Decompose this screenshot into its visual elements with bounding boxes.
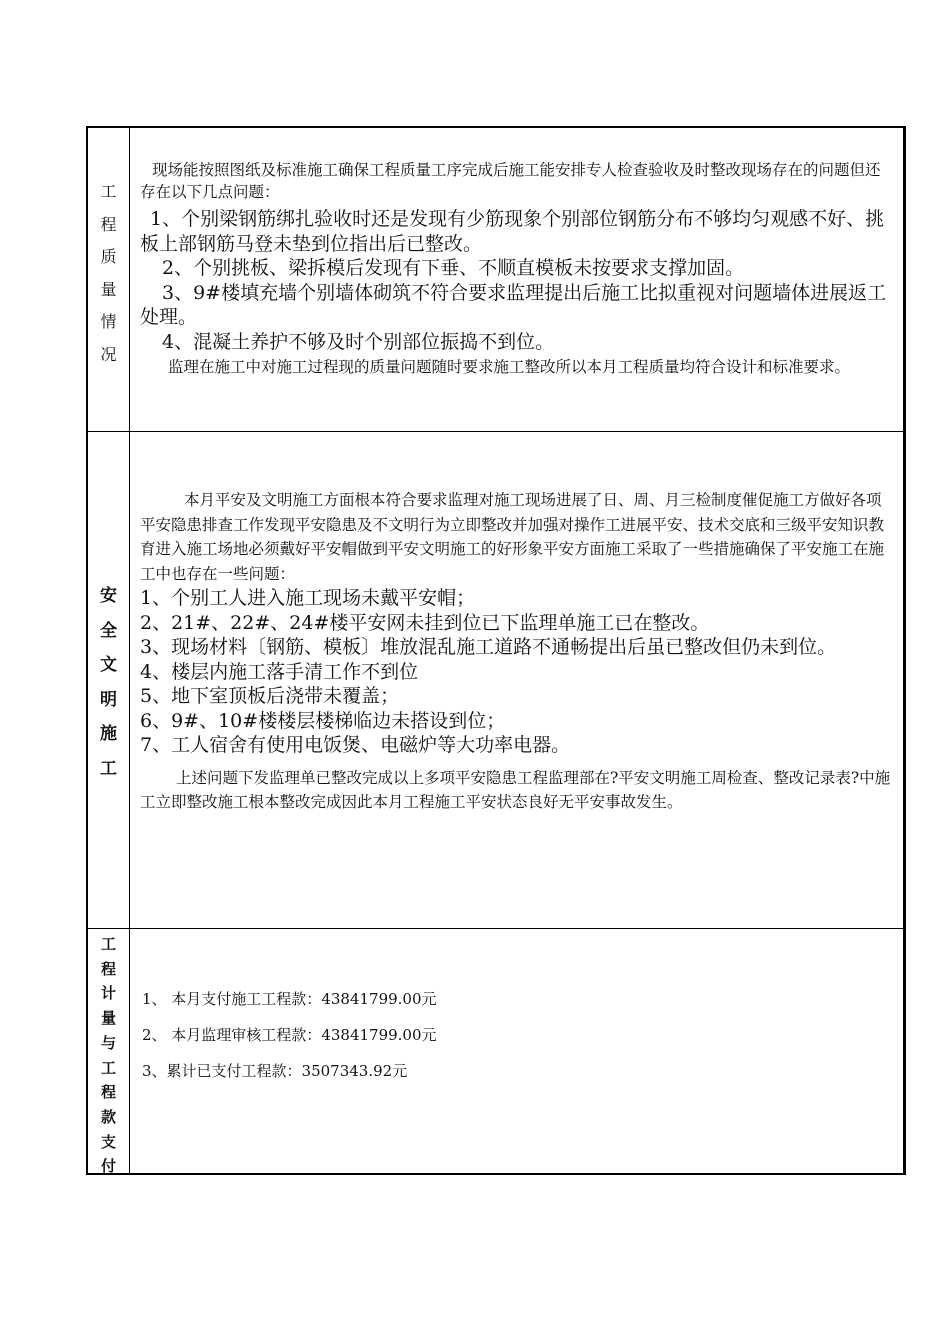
safety-item: 3、现场材料〔钢筋、模板〕堆放混乱施工道路不通畅提出后虽已整改但仍未到位。 xyxy=(140,636,837,658)
quality-label: 工 程 质 量 情 况 xyxy=(100,182,117,364)
safety-closing: 上述问题下发监理单已整改完成以上多项平安隐患工程监理部在?平安文明施工周检查、整改记录表?中施工立即整改施工根本整改完成因此本月工程施工平安状态良好无平安事故发生。 xyxy=(140,768,891,811)
payment-item: 3、累计已支付工程款：3507343.92元 xyxy=(142,1062,408,1080)
safety-item: 1、个别工人进入施工现场未戴平安帽； xyxy=(140,587,476,609)
safety-label-cell xyxy=(88,432,130,928)
quality-label-cell xyxy=(88,128,130,431)
quality-item-4: 4、混凝土养护不够及时个别部位振捣不到位。 xyxy=(162,330,555,353)
quality-item-1: 1、个别梁钢筋绑扎验收时还是发现有少筋现象个别部位钢筋分布不够均匀观感不好、挑板上部钢筋马登未垫到位指出后已整改。 xyxy=(140,208,885,255)
quality-content xyxy=(140,159,895,383)
quality-item-3: 3、9#楼填充墙个别墙体砌筑不符合要求监理提出后施工比拟重视对问题墙体进展返工处理。 xyxy=(140,281,887,328)
payment-label-cell xyxy=(88,929,130,1176)
safety-item: 7、工人宿舍有使用电饭煲、电磁炉等大功率电器。 xyxy=(140,734,571,756)
safety-item: 6、9#、10#楼楼层楼梯临边未搭设到位； xyxy=(140,709,506,732)
payment-item: 2、 本月监理审核工程款：43841799.00元 xyxy=(142,1026,437,1044)
quality-item-2: 2、个别挑板、梁拆模后发现有下垂、不顺直模板未按要求支撑加固。 xyxy=(162,257,745,279)
payment-content xyxy=(142,981,895,1089)
quality-row xyxy=(88,128,903,431)
safety-row xyxy=(88,431,903,928)
report-table xyxy=(86,126,906,1175)
payment-item: 1、 本月支付施工工程款：43841799.00元 xyxy=(142,990,437,1008)
quality-conclusion: 监理在施工中对施工过程现的质量问题随时要求施工整改所以本月工程质量均符合设计和标准要求。 xyxy=(168,358,851,376)
payment-row xyxy=(88,928,903,1176)
quality-intro: 现场能按照图纸及标准施工确保工程质量工序完成后施工能安排专人检查验收及时整改现场存在的问题但还存在以下几点问题： xyxy=(140,161,881,201)
safety-intro: 本月平安及文明施工方面根本符合要求监理对施工现场进展了日、周、月三检制度催促施工方做好各项平安隐患排查工作发现平安隐患及不文明行为立即整改并加强对操作工进展平安、技术交底和三级平安知识教育进入施工场地必须戴好平安帽做到平安文明施工的好形象平安方面施工采取了一些措施确保了平安施工在施工中也存在一些问题： xyxy=(140,491,885,583)
safety-item: 4、楼层内施工落手清工作不到位 xyxy=(140,660,419,683)
payment-label: 工 程 计 量 与 工 程 款 支 付 xyxy=(100,935,116,1176)
safety-item: 2、21#、22#、24#楼平安网未挂到位已下监理单施工已在整改。 xyxy=(140,611,710,634)
safety-label: 安 全 文 明 施 工 xyxy=(100,586,117,779)
safety-content xyxy=(140,488,895,815)
safety-item: 5、地下室顶板后浇带未覆盖； xyxy=(140,685,400,707)
